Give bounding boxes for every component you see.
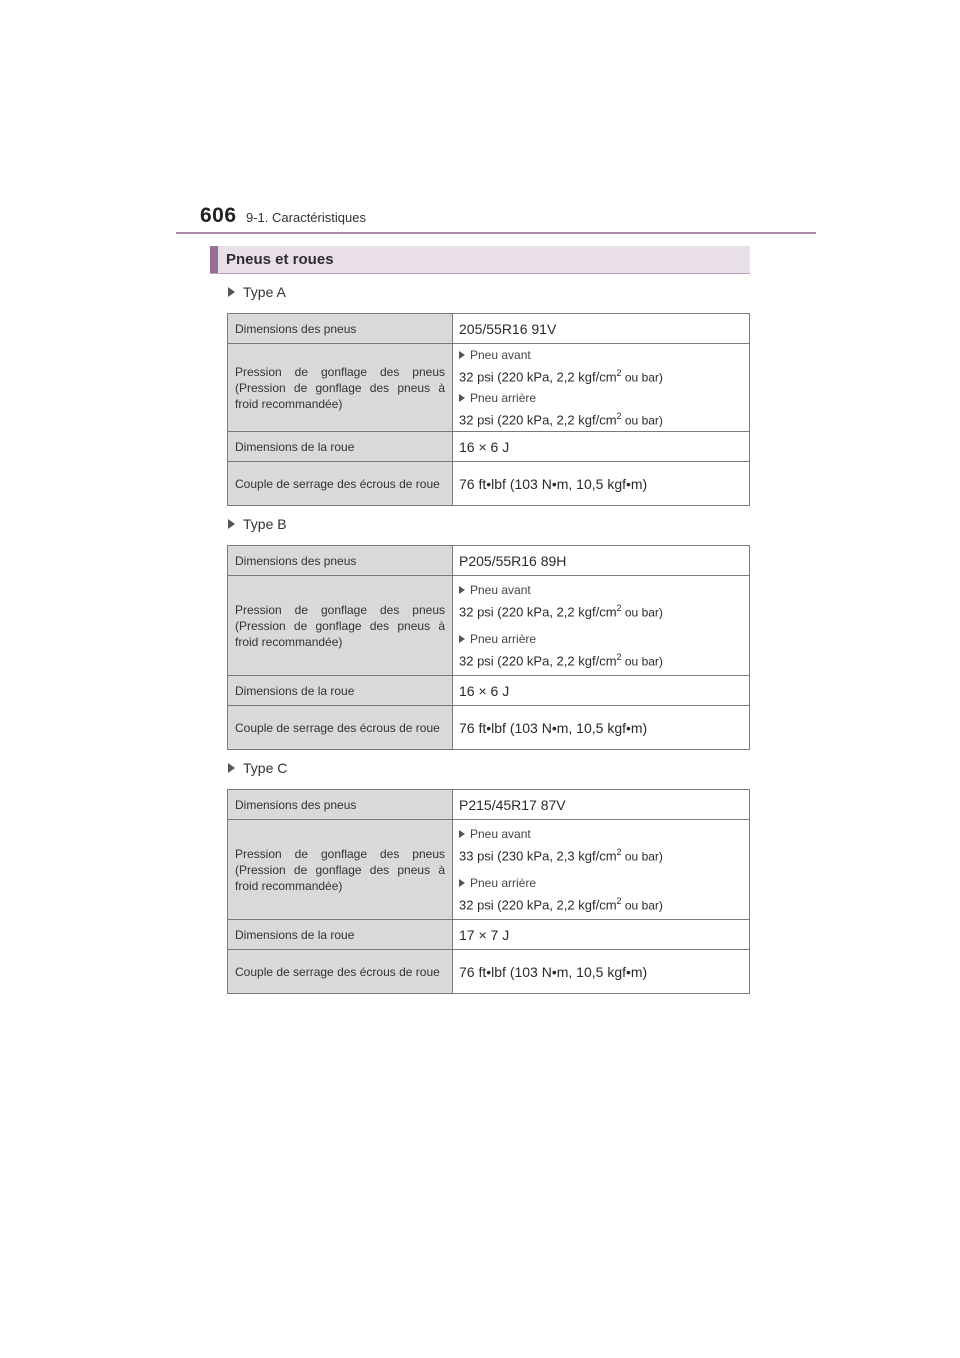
torque-label: Couple de serrage des écrous de roue xyxy=(228,950,453,994)
pressure-value: Pneu avant 32 psi (220 kPa, 2,2 kgf/$cm^2$ ou bar) Pneu arrière 32 psi (220 kPa, 2,2 kgf/$cm^2$ ou bar) xyxy=(453,576,750,676)
wheel-size-value: 16 × 6 J xyxy=(453,676,750,706)
torque-value: 76 ft•lbf (103 N•m, 10,5 kgf•m) xyxy=(453,462,750,506)
spec-table-type-b xyxy=(227,545,750,750)
arrow-right-icon xyxy=(228,519,235,529)
table-row xyxy=(228,676,750,706)
table-row xyxy=(228,546,750,576)
section-underline xyxy=(210,273,750,274)
tire-size-value: P205/55R16 89H xyxy=(453,546,750,576)
torque-value: 76 ft•lbf (103 N•m, 10,5 kgf•m) xyxy=(453,706,750,750)
arrow-right-icon xyxy=(459,586,465,594)
arrow-right-icon xyxy=(228,287,235,297)
section-title: Pneus et roues xyxy=(226,251,334,268)
table-row xyxy=(228,576,750,676)
spec-table-type-c xyxy=(227,789,750,994)
arrow-right-icon xyxy=(459,879,465,887)
page-number: 606 xyxy=(200,204,237,227)
tire-size-value: P215/45R17 87V xyxy=(453,790,750,820)
wheel-size-value: 16 × 6 J xyxy=(453,432,750,462)
table-row xyxy=(228,706,750,750)
torque-label: Couple de serrage des écrous de roue xyxy=(228,706,453,750)
table-row xyxy=(228,462,750,506)
pressure-value: Pneu avant 32 psi (220 kPa, 2,2 kgf/$cm^2$ ou bar) Pneu arrière 32 psi (220 kPa, 2,2 kgf/$cm^2$ ou bar) xyxy=(453,344,750,432)
chapter-title: 9-1. Caractéristiques xyxy=(246,210,366,225)
pressure-value: Pneu avant 33 psi (230 kPa, 2,3 kgf/$cm^2$ ou bar) Pneu arrière 32 psi (220 kPa, 2,2 kgf/$cm^2$ ou bar) xyxy=(453,820,750,920)
wheel-size-label: Dimensions de la roue xyxy=(228,676,453,706)
spec-table-type-a xyxy=(227,313,750,506)
pressure-label: Pression de gonflage des pneus (Pression de gonflage des pneus à froid recommandée) xyxy=(228,344,453,432)
type-b-label: Type B xyxy=(228,516,287,532)
torque-label: Couple de serrage des écrous de roue xyxy=(228,462,453,506)
arrow-right-icon xyxy=(459,394,465,402)
arrow-right-icon xyxy=(459,635,465,643)
table-row xyxy=(228,314,750,344)
tire-size-label: Dimensions des pneus xyxy=(228,790,453,820)
tire-size-label: Dimensions des pneus xyxy=(228,546,453,576)
pressure-label: Pression de gonflage des pneus (Pression de gonflage des pneus à froid recommandée) xyxy=(228,576,453,676)
arrow-right-icon xyxy=(228,763,235,773)
tire-size-label: Dimensions des pneus xyxy=(228,314,453,344)
type-c-label: Type C xyxy=(228,760,287,776)
type-a-label: Type A xyxy=(228,284,286,300)
table-row xyxy=(228,920,750,950)
arrow-right-icon xyxy=(459,830,465,838)
torque-value: 76 ft•lbf (103 N•m, 10,5 kgf•m) xyxy=(453,950,750,994)
header-rule xyxy=(176,232,816,234)
tire-size-value: 205/55R16 91V xyxy=(453,314,750,344)
section-heading xyxy=(210,246,750,274)
wheel-size-label: Dimensions de la roue xyxy=(228,432,453,462)
table-row xyxy=(228,344,750,432)
pressure-label: Pression de gonflage des pneus (Pression de gonflage des pneus à froid recommandée) xyxy=(228,820,453,920)
wheel-size-label: Dimensions de la roue xyxy=(228,920,453,950)
arrow-right-icon xyxy=(459,351,465,359)
table-row xyxy=(228,950,750,994)
wheel-size-value: 17 × 7 J xyxy=(453,920,750,950)
table-row xyxy=(228,820,750,920)
table-row xyxy=(228,432,750,462)
table-row xyxy=(228,790,750,820)
